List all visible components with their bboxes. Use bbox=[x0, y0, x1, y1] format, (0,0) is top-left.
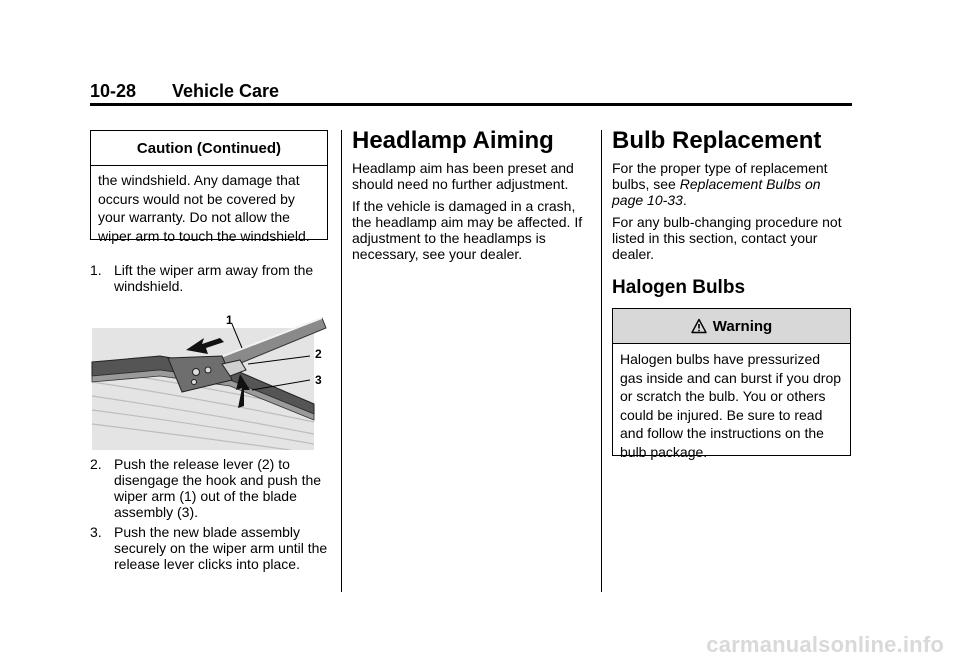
step-2 bbox=[90, 456, 330, 520]
halogen-bulbs-heading: Halogen Bulbs bbox=[612, 277, 746, 298]
column-divider-2 bbox=[601, 130, 602, 592]
watermark: carmanualsonline.info bbox=[706, 632, 944, 657]
step-text: Push the release lever (2) to disengage the hook and push the wiper arm (1) out of the blade assembly (3). bbox=[114, 456, 322, 520]
step-3 bbox=[90, 524, 330, 572]
warning-box bbox=[612, 308, 851, 460]
replacement-bulbs-reference[interactable]: Replacement Bulbs on page 10-33 bbox=[612, 176, 821, 208]
warning-title: Warning bbox=[712, 317, 773, 335]
column-divider-1 bbox=[341, 130, 342, 592]
headlamp-aiming-heading: Headlamp Aiming bbox=[352, 127, 554, 154]
warning-triangle-icon bbox=[691, 318, 707, 334]
callout-1: 1 bbox=[226, 313, 233, 327]
step-1 bbox=[90, 262, 330, 294]
step-text: Lift the wiper arm away from the windshield. bbox=[114, 262, 314, 294]
headlamp-paragraph-1: Headlamp aim has been preset and should need no further adjustment. bbox=[352, 160, 574, 192]
header-rule bbox=[90, 103, 852, 106]
wiper-blade-figure bbox=[90, 310, 328, 450]
bulb-para1-text: For the proper type of replacement bulbs, see bbox=[612, 160, 828, 192]
warning-title-bar bbox=[613, 309, 850, 344]
step-number: 1. bbox=[90, 262, 102, 278]
page-header bbox=[90, 80, 852, 102]
callout-3: 3 bbox=[315, 373, 322, 387]
caution-box bbox=[90, 130, 328, 244]
headlamp-paragraph-2: If the vehicle is damaged in a crash, the headlamp aim may be affected. If adjustment to the headlamps is necessary, see your dealer. bbox=[352, 198, 583, 262]
caution-body: the windshield. Any damage that occurs would not be covered by your warranty. Do not allow the wiper arm to touch the windshield. bbox=[98, 172, 310, 244]
wiper-illustration bbox=[90, 310, 328, 450]
step-number: 3. bbox=[90, 524, 102, 540]
step-number: 2. bbox=[90, 456, 102, 472]
bulb-paragraph-1 bbox=[612, 160, 852, 208]
caution-title: Caution (Continued) bbox=[91, 131, 327, 166]
step-text: Push the new blade assembly securely on the wiper arm until the release lever clicks into place. bbox=[114, 524, 328, 572]
bulb-para1-suffix: . bbox=[682, 192, 687, 208]
bulb-paragraph-2: For any bulb-changing procedure not listed in this section, contact your dealer. bbox=[612, 214, 842, 262]
bulb-replacement-heading: Bulb Replacement bbox=[612, 127, 822, 154]
section-title: Vehicle Care bbox=[172, 81, 280, 101]
callout-2: 2 bbox=[315, 347, 322, 361]
warning-body: Halogen bulbs have pressurized gas inside and can burst if you drop or scratch the bulb. You or others could be injured. Be sure to read and follow the instructions on the bulb package. bbox=[620, 351, 842, 460]
page-number: 10-28 bbox=[90, 81, 137, 101]
